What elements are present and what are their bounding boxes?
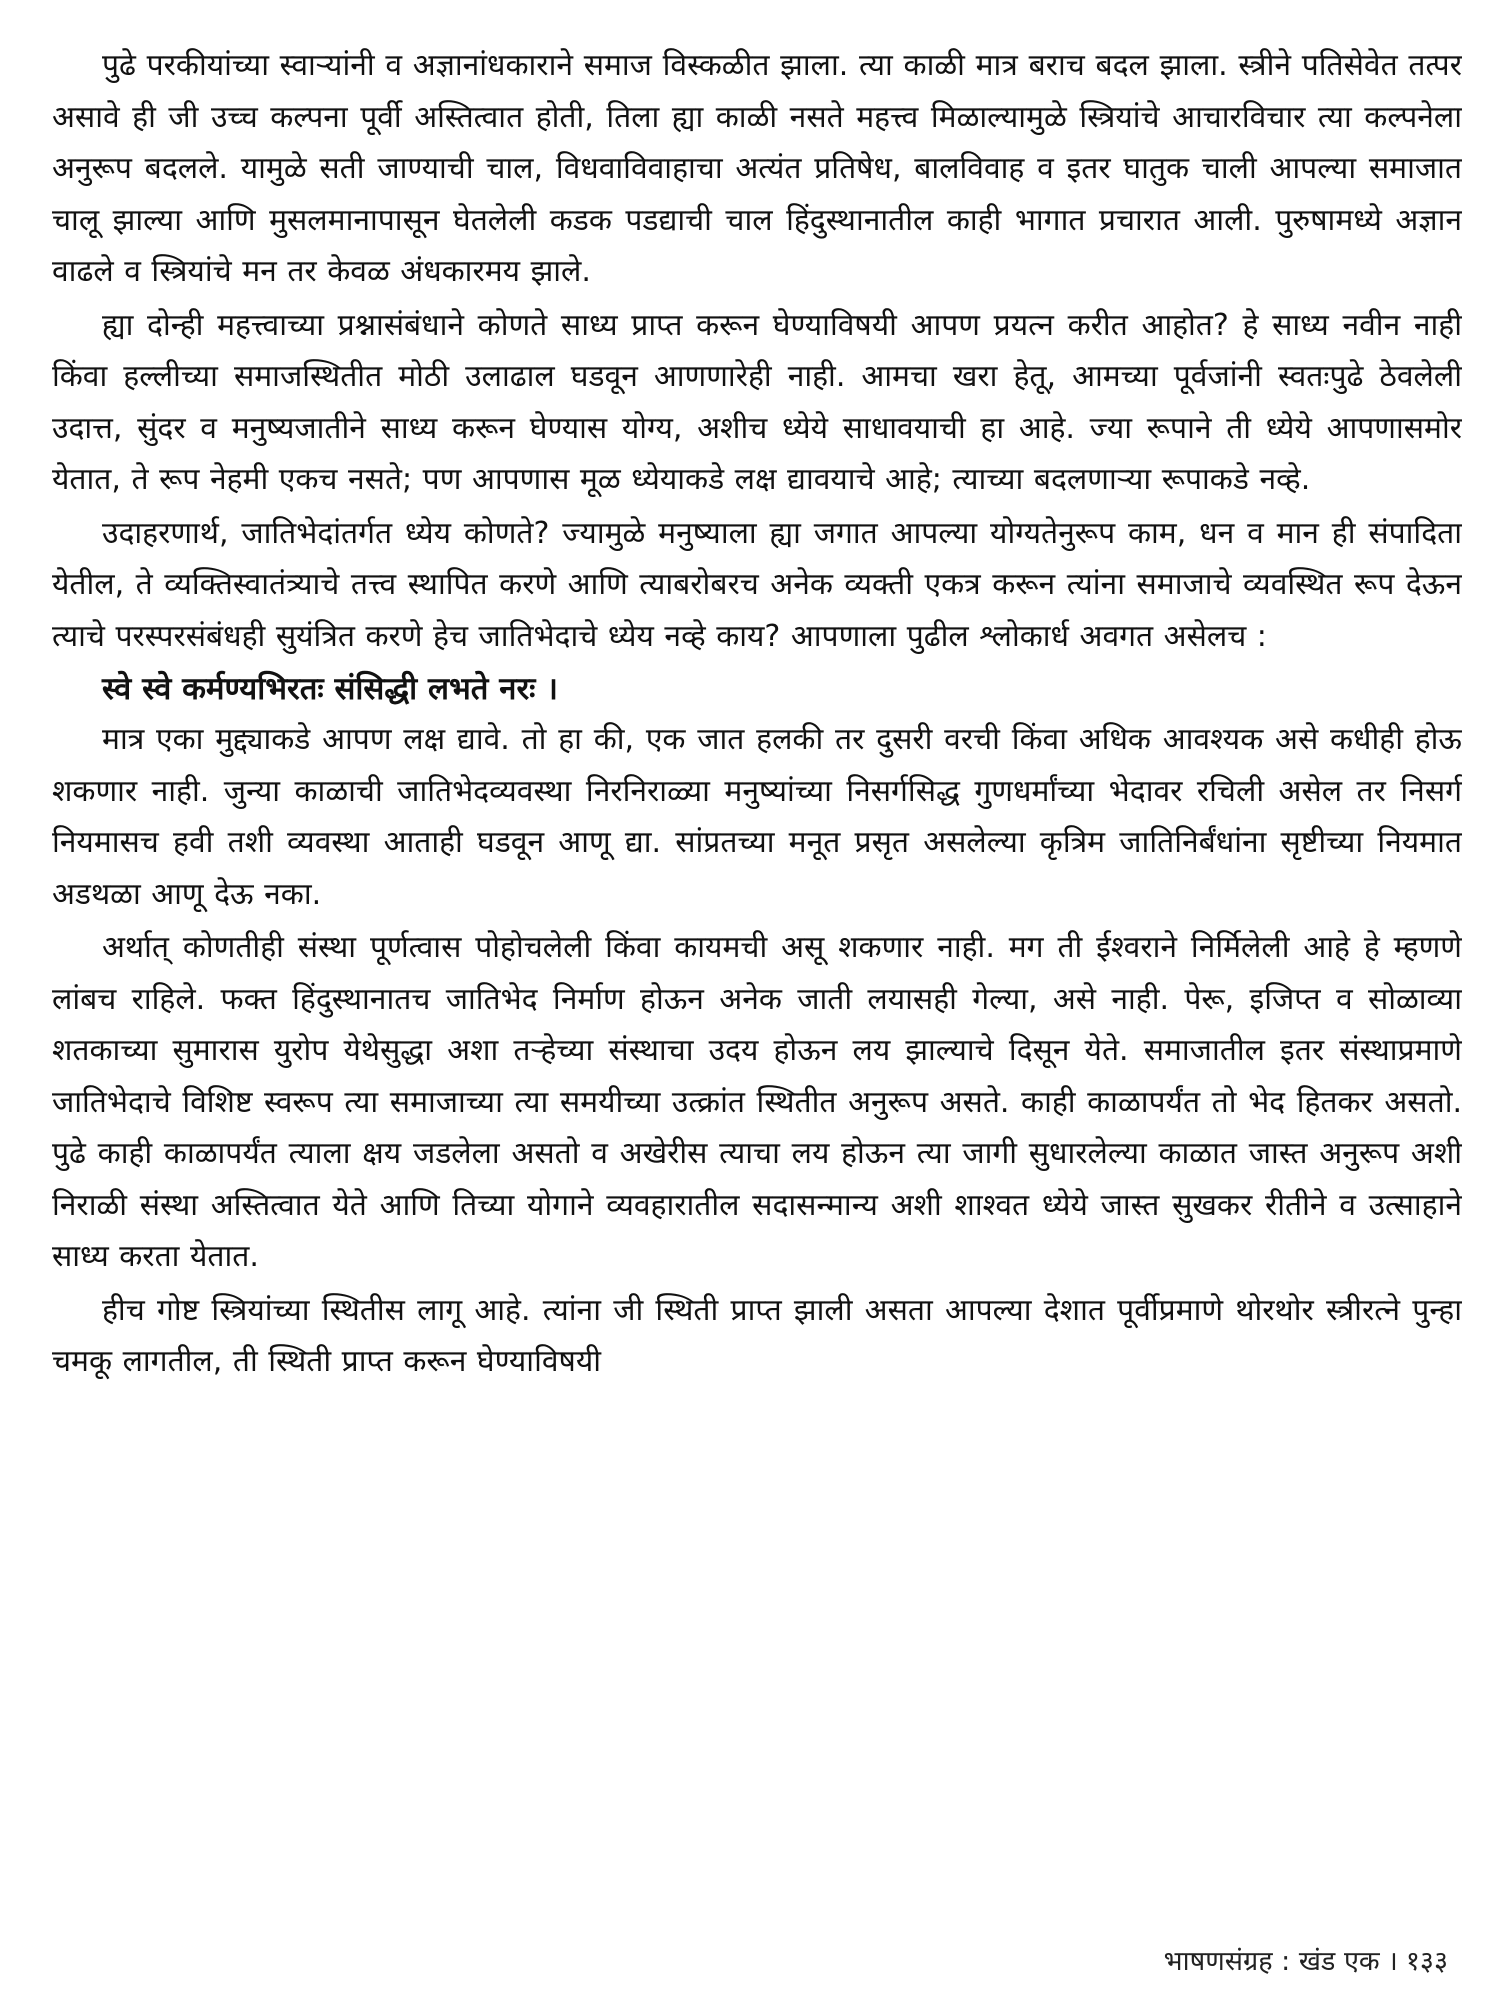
paragraph-1: पुढे परकीयांच्या स्वाऱ्यांनी व अज्ञानांधकाराने समाज विस्कळीत झाला. त्या काळी मात्र बराच बदल झाला. स्त्रीने पतिसेवेत तत्पर असावे ही जी उच्च कल्पना पूर्वी अस्तित्वात होती, तिला ह्या काळी नसते महत्त्व मिळाल्यामुळे स्त्रियांचे आचारविचार त्या कल्पनेला अनुरूप बदलले. यामुळे सती जाण्याची चाल, विधवाविवाहाचा अत्यंत प्रतिषेध, बालविवाह व इतर घातुक चाली आपल्या समाजात चालू झाल्या आणि मुसलमानापासून घेतलेली कडक पडद्याची चाल हिंदुस्थानातील काही भागात प्रचारात आली. पुरुषामध्ये अज्ञान वाढले व स्त्रियांचे मन तर केवळ अंधकारमय झाले. <box>52 48 1462 289</box>
paragraph-6: हीच गोष्ट स्त्रियांच्या स्थितीस लागू आहे. त्यांना जी स्थिती प्राप्त झाली असता आपल्या देशात पूर्वीप्रमाणे थोरथोर स्त्रीरत्ने पुन्हा चमकू लागतील, ती स्थिती प्राप्त करून घेण्याविषयी <box>52 1292 1462 1379</box>
document-page <box>52 40 1462 1960</box>
shloka-quote: स्वे स्वे कर्मण्यभिरतः संसिद्धी लभते नरः । <box>102 671 558 707</box>
page-number: १३३ <box>1405 1946 1448 1977</box>
paragraph-4: मात्र एका मुद्द्याकडे आपण लक्ष द्यावे. तो हा की, एक जात हलकी तर दुसरी वरची किंवा अधिक आवश्यक असे कधीही होऊ शकणार नाही. जुन्या काळाची जातिभेदव्यवस्था निरनिराळ्या मनुष्यांच्या निसर्गसिद्ध गुणधर्मांच्या भेदावर रचिली असेल तर निसर्ग नियमासच हवी तशी व्यवस्था आताही घडवून आणू द्या. सांप्रतच्या मनूत प्रसृत असलेल्या कृत्रिम जातिनिर्बंधांना सृष्टीच्या नियमात अडथळा आणू देऊ नका. <box>52 722 1462 912</box>
footer-separator: । <box>1387 1946 1398 1977</box>
paragraph-2: ह्या दोन्ही महत्त्वाच्या प्रश्नासंबंधाने कोणते साध्य प्राप्त करून घेण्याविषयी आपण प्रयत्न करीत आहोत? हे साध्य नवीन नाही किंवा हल्लीच्या समाजस्थितीत मोठी उलाढाल घडवून आणणारेही नाही. आमचा खरा हेतू, आमच्या पूर्वजांनी स्वतःपुढे ठेवलेली उदात्त, सुंदर व मनुष्यजातीने साध्य करून घेण्यास योग्य, अशीच ध्येये साधावयाची हा आहे. ज्या रूपाने ती ध्येये आपणासमोर येतात, ते रूप नेहमी एकच नसते; पण आपणास मूळ ध्येयाकडे लक्ष द्यावयाचे आहे; त्याच्या बदलणाऱ्या रूपाकडे नव्हे. <box>52 307 1462 497</box>
paragraph-3: उदाहरणार्थ, जातिभेदांतर्गत ध्येय कोणते? ज्यामुळे मनुष्याला ह्या जगात आपल्या योग्यतेनुरूप काम, धन व मान ही संपादिता येतील, ते व्यक्तिस्वातंत्र्याचे तत्त्व स्थापित करणे आणि त्याबरोबरच अनेक व्यक्ती एकत्र करून त्यांना समाजाचे व्यवस्थित रूप देऊन त्याचे परस्परसंबंधही सुयंत्रित करणे हेच जातिभेदाचे ध्येय नव्हे काय? आपणाला पुढील श्लोकार्ध अवगत असेलच : <box>52 515 1462 654</box>
book-title: भाषणसंग्रह : खंड एक <box>1163 1946 1380 1977</box>
paragraph-5: अर्थात् कोणतीही संस्था पूर्णत्वास पोहोचलेली किंवा कायमची असू शकणार नाही. मग ती ईश्वराने निर्मिलेली आहे हे म्हणणे लांबच राहिले. फक्त हिंदुस्थानातच जातिभेद निर्माण होऊन अनेक जाती लयासही गेल्या, असे नाही. पेरू, इजिप्त व सोळाव्या शतकाच्या सुमारास युरोप येथेसुद्धा अशा तऱ्हेच्या संस्थाचा उदय होऊन लय झाल्याचे दिसून येते. समाजातील इतर संस्थाप्रमाणे जातिभेदाचे विशिष्ट स्वरूप त्या समाजाच्या त्या समयीच्या उत्क्रांत स्थितीत अनुरूप असते. काही काळापर्यंत तो भेद हितकर असतो. पुढे काही काळापर्यंत त्याला क्षय जडलेला असतो व अखेरीस त्याचा लय होऊन त्या जागी सुधारलेल्या काळात जास्त अनुरूप अशी निराळी संस्था अस्तित्वात येते आणि तिच्या योगाने व्यवहारातील सदासन्मान्य अशी शाश्वत ध्येये जास्त सुखकर रीतीने व उत्साहाने साध्य करता येतात. <box>52 930 1462 1274</box>
page-footer <box>1164 1942 1448 1982</box>
